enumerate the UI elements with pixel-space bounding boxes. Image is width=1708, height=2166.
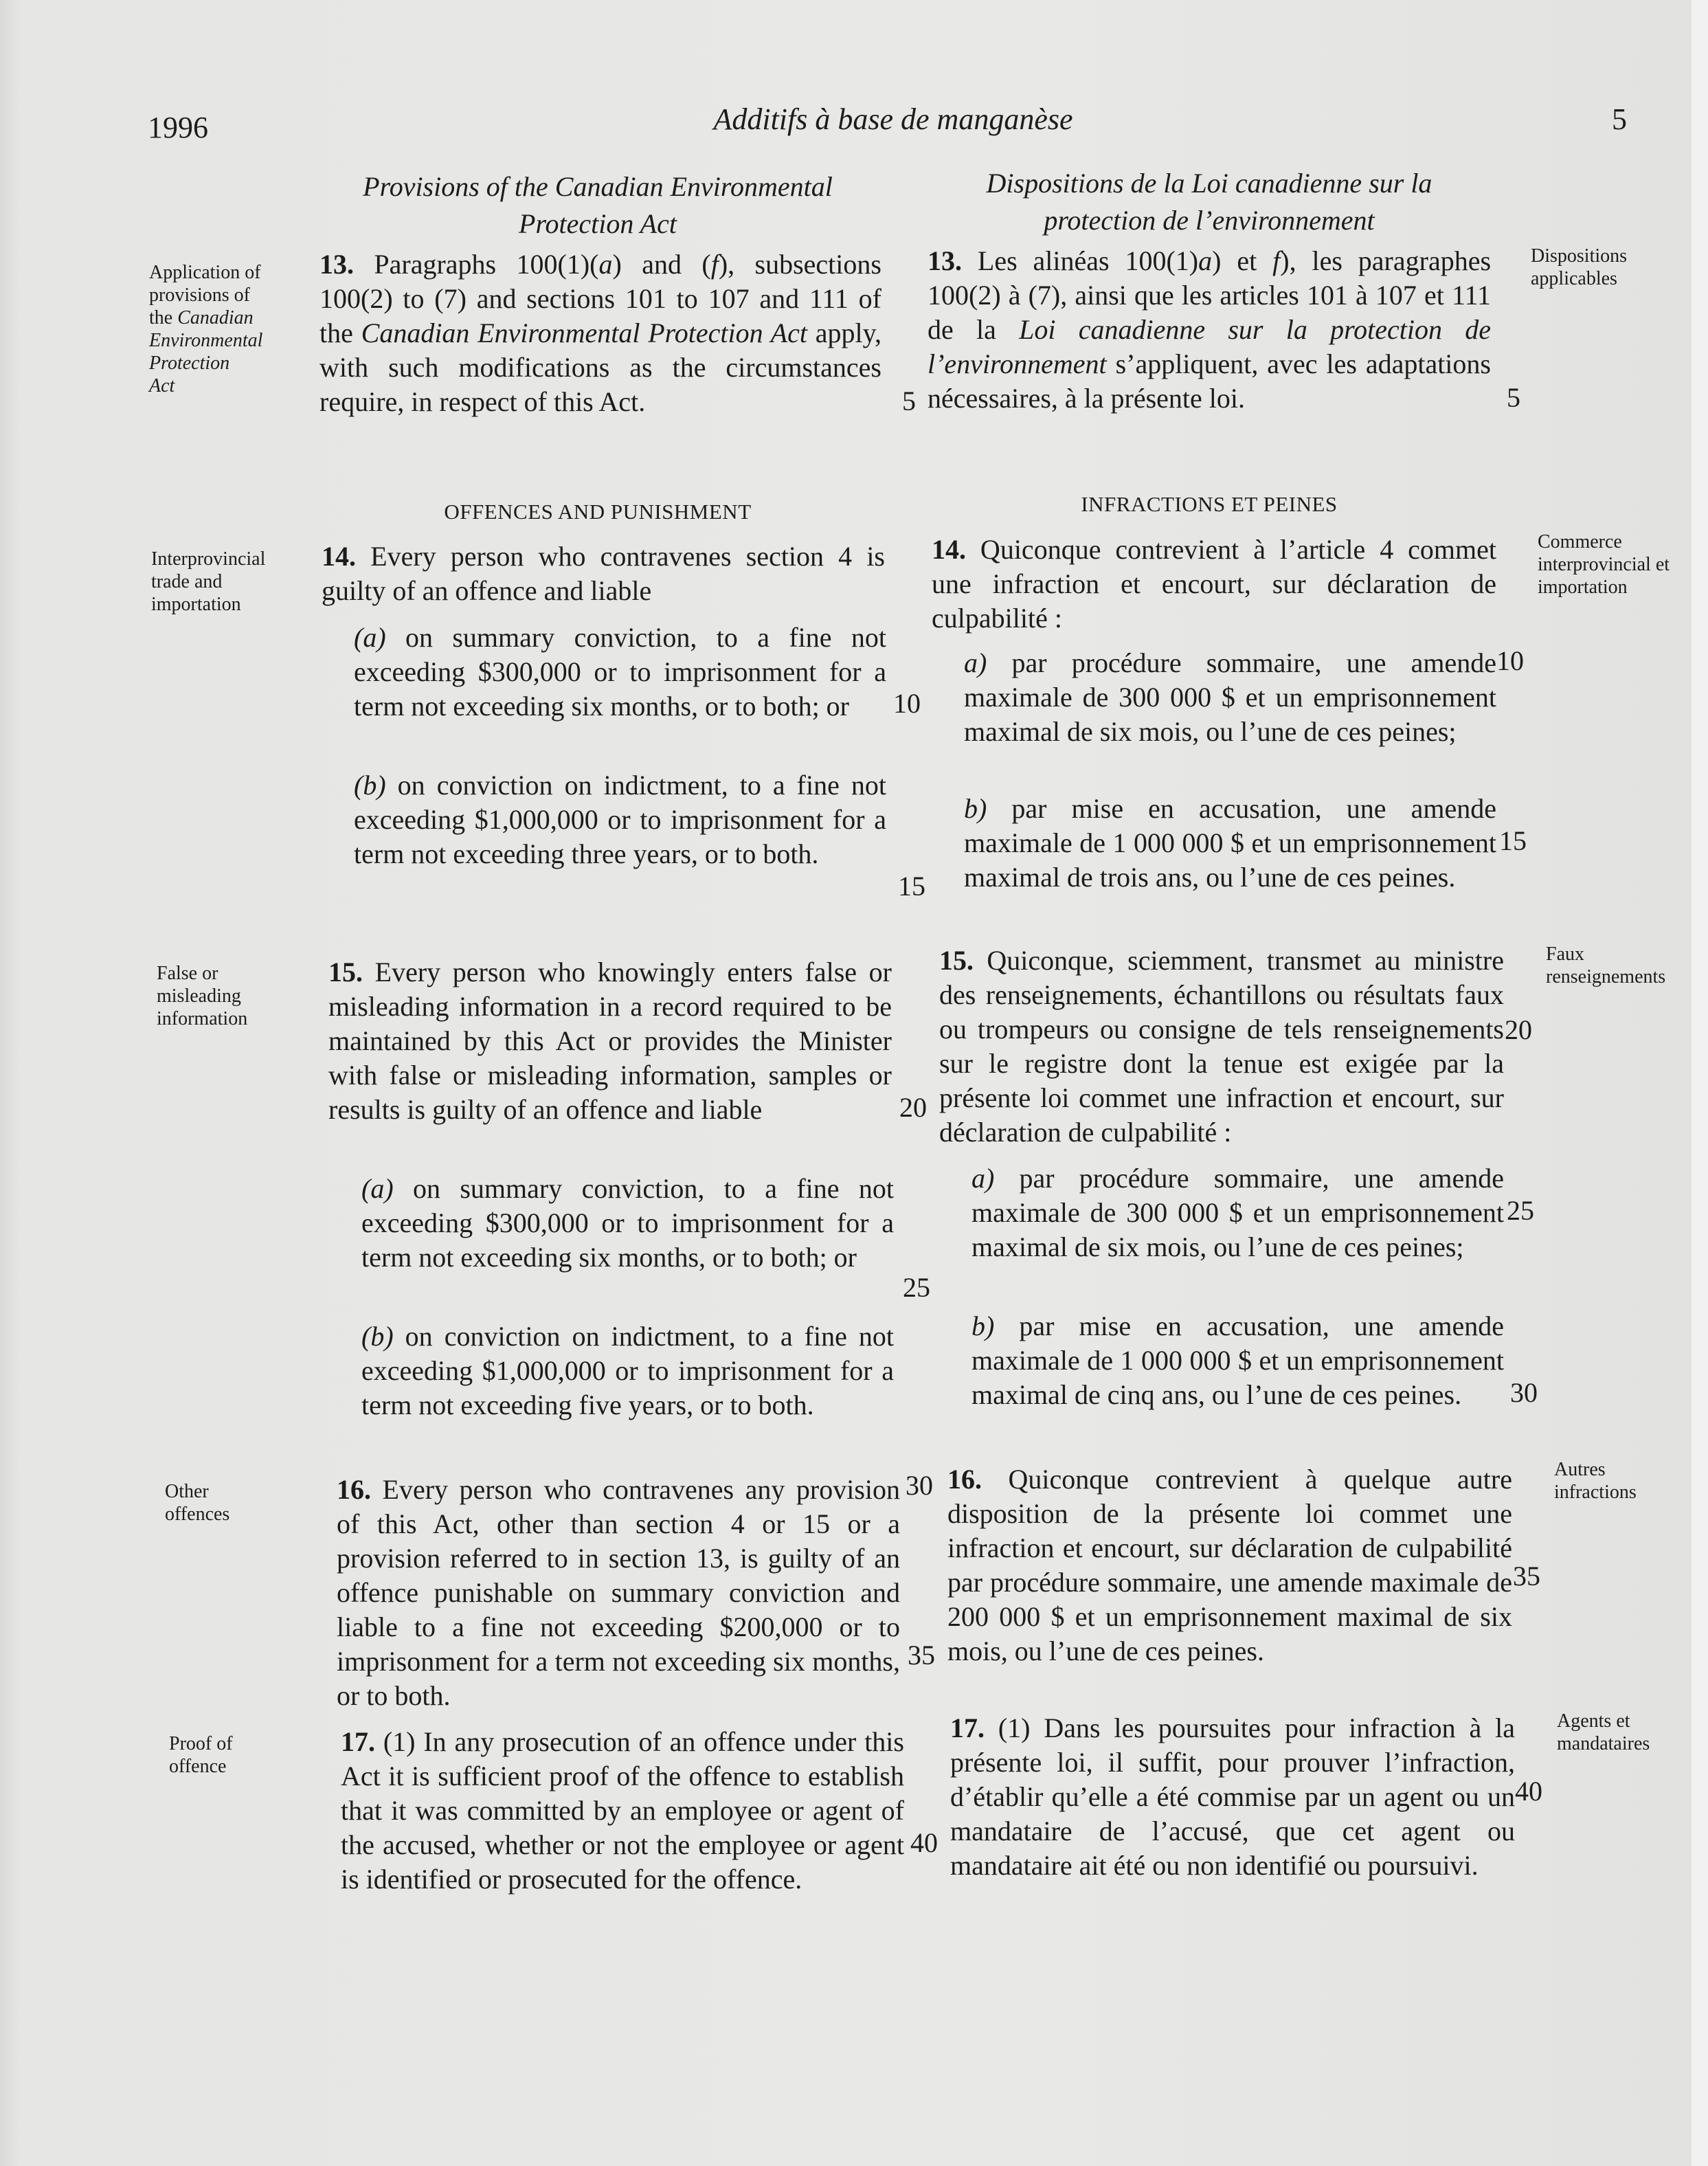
page-edge [1692,0,1708,2166]
fr-section-14-b: b) par mise en accusation, une amende maximale de 1 000 000 $ et un emprisonnement maximal de trois ans, ou l’une de ces peines. [964,793,1496,893]
line-number-35-right: 35 [1513,1561,1540,1592]
margin-note-s15-en: False or misleading information [157,963,248,1029]
margin-note-s13-fr: Dispositions applicables [1531,245,1628,289]
line-number-40-right: 40 [1515,1776,1542,1807]
line-number-40-center: 40 [910,1827,938,1858]
line-number-20-right: 20 [1505,1014,1532,1045]
line-number-10-center: 10 [893,688,921,719]
margin-note-s17-fr: Agents et mandataires [1557,1710,1650,1754]
fr-heading-offences: INFRACTIONS ET PEINES [1081,492,1338,516]
fr-section-15: 15. Quiconque, sciemment, transmet au ministre des renseignements, échantillons ou résultats faux ou trompeurs ou consigne de tels renseignements sur le registre dont la tenue est exigée par la présente loi commet une infraction et encourt, sur déclaration de culpabilité : [939,945,1504,1148]
line-number-5-center: 5 [902,386,916,416]
line-number-25-center: 25 [903,1272,930,1303]
header-year: 1996 [148,111,208,144]
fr-section-14-a: a) par procédure sommaire, une amende maximale de 300 000 $ et un emprisonnement maximal de six mois, ou l’une de ces peines; [964,647,1496,747]
line-number-35-center: 35 [908,1640,935,1671]
fr-section-17: 17. (1) Dans les poursuites pour infraction à la présente loi, il suffit, pour prouver l’infraction, d’établir qu’elle a été commise par un agent ou un mandataire de l’accusé, que cet agent ou mandataire ait été ou non identifié ou poursuivi. [950,1712,1515,1881]
en-section-15-a: (a) on summary conviction, to a fine not exceeding $300,000 or to imprisonment for a term not exceeding six months, or to both; or [361,1173,894,1273]
line-number-20-center: 20 [899,1092,927,1123]
line-number-15-right: 15 [1499,825,1527,856]
english-title: Provisions of the Canadian Environmental Protection Act [363,171,833,239]
margin-note-s13-en: Application of provisions of the Canadian Environmental Protection Act [149,262,263,397]
line-number-5-right: 5 [1507,382,1520,413]
running-title: Additifs à base de manganèse [713,102,1073,136]
en-section-13: 13. Paragraphs 100(1)(a) and (f), subsections 100(2) to (7) and sections 101 to 107 and 111 of the Canadian Environmental Protection Act apply, with such modifications as the circumstances require, in respect of this Act. [319,249,881,417]
margin-note-s14-fr: Commerce interprovincial et importation [1538,531,1670,598]
french-title: Dispositions de la Loi canadienne sur la protection de l’environnement [986,168,1432,236]
margin-note-s14-en: Interprovincial trade and importation [151,548,266,615]
fr-section-13: 13. Les alinéas 100(1)a) et f), les paragraphes 100(2) à (7), ainsi que les articles 101 à 107 et 111 de la Loi canadienne sur la protection de l’environnement s’appliquent, avec les adaptations nécessaires, à la présente loi. [928,245,1492,414]
en-heading-offences: OFFENCES AND PUNISHMENT [444,500,752,524]
en-section-14-a: (a) on summary conviction, to a fine not exceeding $300,000 or to imprisonment for a term not exceeding six months, or to both; or [354,622,886,722]
fr-section-15-b: b) par mise en accusation, une amende maximale de 1 000 000 $ et un emprisonnement maximal de cinq ans, ou l’une de ces peines. [971,1310,1504,1410]
en-section-15: 15. Every person who knowingly enters false or misleading information in a record required to be maintained by this Act or provides the Minister with false or misleading information, samples or results is guilty of an offence and liable [328,957,892,1125]
fr-section-15-a: a) par procédure sommaire, une amende maximale de 300 000 $ et un emprisonnement maximal de six mois, ou l’une de ces peines; [971,1163,1504,1262]
line-number-30-center: 30 [906,1470,933,1501]
en-section-14: 14. Every person who contravenes section 4 is guilty of an offence and liable [322,541,885,606]
margin-note-s16-fr: Autres infractions [1554,1459,1637,1503]
fr-section-16: 16. Quiconque contrevient à quelque autre disposition de la présente loi commet une infraction et encourt, sur déclaration de culpabilité par procédure sommaire, une amende maximale de 200 000 $ et un emprisonnement maximal de six mois, ou l’une de ces peines. [947,1464,1512,1666]
line-number-15-center: 15 [898,871,925,902]
line-number-30-right: 30 [1510,1377,1538,1408]
line-number-25-right: 25 [1507,1195,1534,1226]
en-section-15-b: (b) on conviction on indictment, to a fine not exceeding $1,000,000 or to imprisonment for a term not exceeding five years, or to both. [361,1321,894,1420]
margin-note-s17-en: Proof of offence [169,1733,233,1777]
margin-note-s15-fr: Faux renseignements [1546,944,1666,987]
fr-section-14: 14. Quiconque contrevient à l’article 4 commet une infraction et encourt, sur déclaration de culpabilité : [932,534,1496,634]
en-section-17: 17. (1) In any prosecution of an offence under this Act it is sufficient proof of the offence to establish that it was committed by an employee or agent of the accused, whether or not the employee or agent is identified or prosecuted for the offence. [341,1726,904,1895]
en-section-14-b: (b) on conviction on indictment, to a fine not exceeding $1,000,000 or to imprisonment for a term not exceeding three years, or to both. [354,770,886,869]
en-section-16: 16. Every person who contravenes any provision of this Act, other than section 4 or 15 or a provision referred to in section 13, is guilty of an offence punishable on summary conviction and liable to a fine not exceeding $200,000 or to imprisonment for a term not exceeding six months, or to both. [337,1474,900,1711]
margin-note-s16-en: Other offences [165,1481,230,1525]
line-number-10-right: 10 [1496,645,1524,676]
page-number: 5 [1612,102,1627,136]
